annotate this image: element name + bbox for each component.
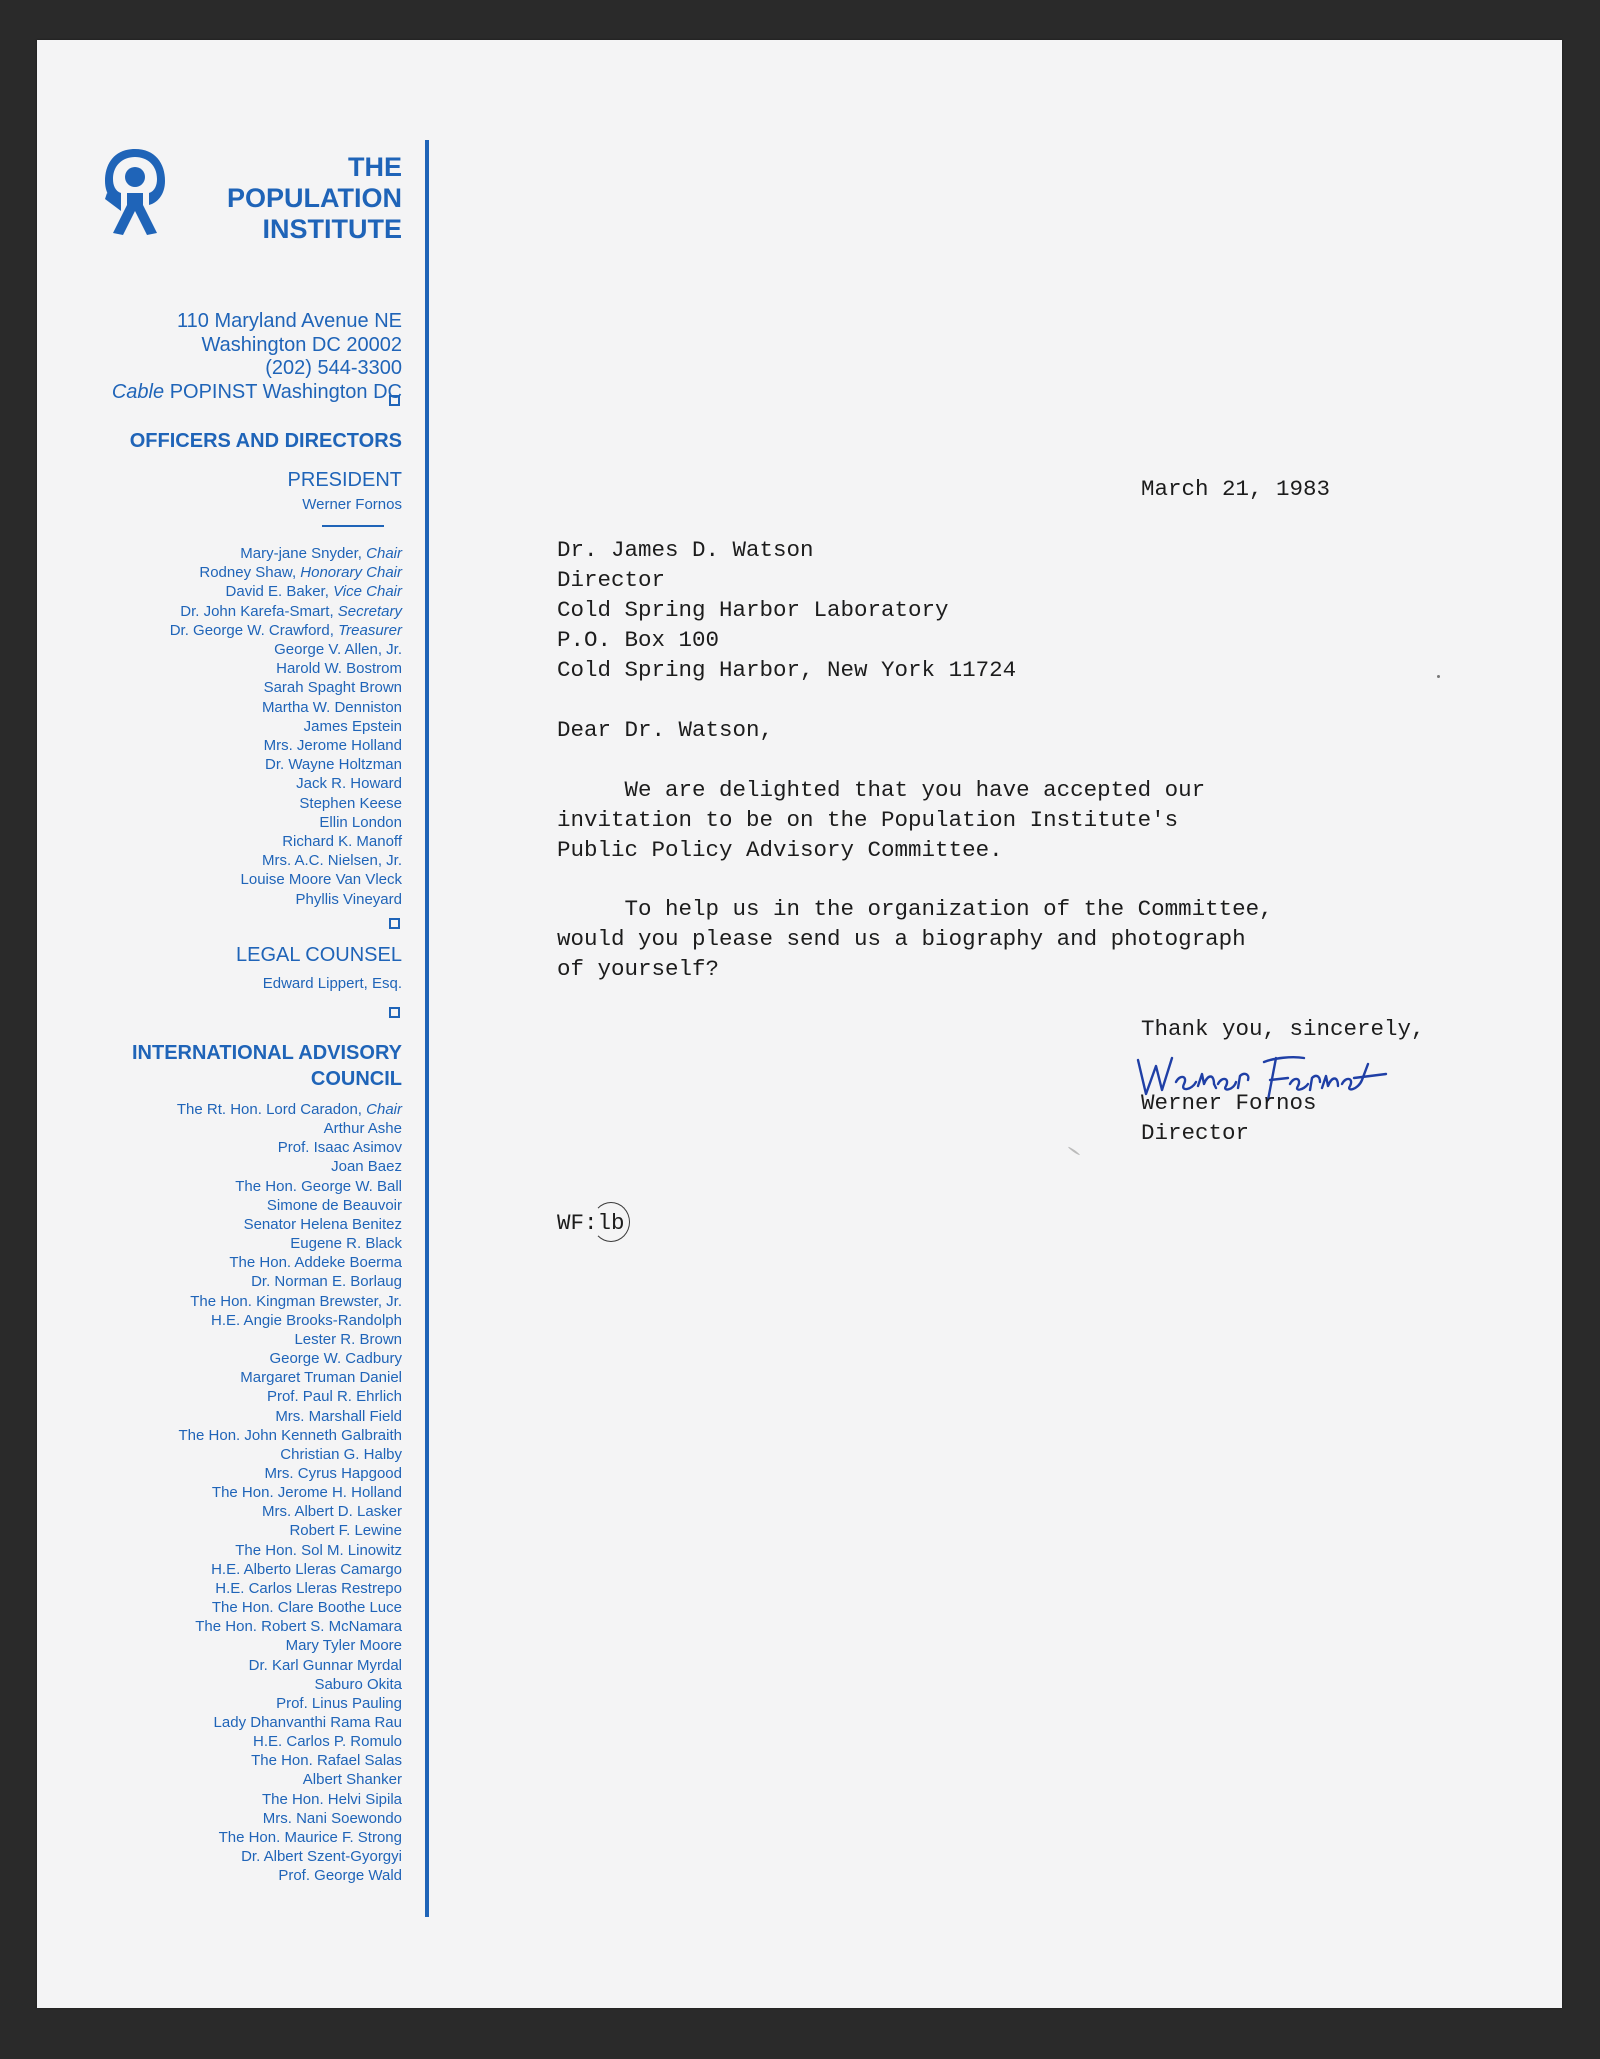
council-member-item-name: George W. Cadbury: [269, 1350, 402, 1368]
council-member-item-name: Dr. Albert Szent-Gyorgyi: [241, 1848, 402, 1866]
officer-item-role: Secretary: [337, 602, 402, 620]
council-member-item-name: Mrs. Nani Soewondo: [262, 1809, 402, 1827]
council-member-item-name: Lady Dhanvanthi Rama Rau: [213, 1714, 402, 1731]
officer-item-role: Vice Chair: [333, 583, 402, 601]
cable-label: Cable: [111, 380, 165, 403]
org-name-line: INSTITUTE: [262, 214, 402, 244]
address-line: 110 Maryland Avenue NE: [177, 310, 402, 332]
officer-item-name: Jack R. Howard: [296, 775, 402, 793]
council-member-item-name: The Rt. Hon. Lord Caradon,: [176, 1101, 367, 1118]
letter-page: [37, 40, 1562, 2008]
signer-title: Director: [1141, 1120, 1250, 1146]
council-member-item-name: Senator Helena Benitez: [243, 1215, 402, 1233]
signer-name: Werner Fornos: [1141, 1090, 1317, 1116]
president-label: PRESIDENT: [287, 469, 402, 491]
paragraph-line: of yourself?: [557, 956, 720, 982]
council-member-item-name: H.E. Alberto Lleras Camargo: [211, 1560, 402, 1578]
council-member-item-name: Dr. Karl Gunnar Myrdal: [248, 1656, 402, 1674]
paragraph-line: We are delighted that you have accepted our: [557, 777, 1206, 803]
council-member-item-name: The Hon. Clare Boothe Luce: [211, 1599, 402, 1617]
council-member-item-name: Lester R. Brown: [294, 1330, 402, 1348]
address-line: Washington DC 20002: [201, 333, 402, 356]
officer-item-name: Dr. George W. Crawford,: [169, 621, 339, 639]
council-member-item-name: Mrs. Marshall Field: [275, 1407, 402, 1425]
paper-speck: [1068, 1146, 1081, 1156]
officer-item-name: Louise Moore Van Vleck: [240, 871, 402, 889]
council-member-item-name: The Hon. Sol M. Linowitz: [235, 1541, 402, 1559]
officer-item-name: James Epstein: [303, 717, 402, 735]
officer-item-name: Martha W. Denniston: [261, 698, 402, 716]
council-member-item-name: The Hon. Helvi Sipila: [261, 1790, 402, 1808]
officer-item-name: Ellin London: [319, 813, 402, 831]
letter-body: [37, 40, 1562, 2008]
council-member-item-name: Prof. George Wald: [278, 1867, 402, 1885]
council-member-item-name: Arthur Ashe: [323, 1120, 402, 1138]
recipient-line: Director: [557, 567, 666, 593]
council-member-item-name: Mrs. Cyrus Hapgood: [264, 1464, 402, 1482]
council-heading-line: INTERNATIONAL ADVISORY: [131, 1042, 402, 1064]
org-name-line: POPULATION: [227, 183, 402, 213]
paper-speck: [1437, 675, 1440, 678]
officer-item-name: Richard K. Manoff: [282, 833, 402, 851]
recipient-line: Cold Spring Harbor Laboratory: [557, 597, 949, 623]
cable-value: POPINST Washington DC: [169, 380, 402, 403]
officer-item-name: Dr. John Karefa-Smart,: [180, 602, 338, 620]
letter-date: March 21, 1983: [1141, 476, 1331, 502]
council-member-item-name: Mary Tyler Moore: [285, 1637, 402, 1655]
salutation: Dear Dr. Watson,: [557, 717, 774, 743]
officer-item-role: Honorary Chair: [300, 564, 402, 582]
council-member-item-name: Robert F. Lewine: [289, 1522, 402, 1540]
phone-number: (202) 544-3300: [265, 357, 402, 379]
council-member-item-name: Simone de Beauvoir: [266, 1196, 402, 1214]
officer-item-name: Harold W. Bostrom: [276, 660, 402, 678]
legal-counsel-label: LEGAL COUNSEL: [236, 944, 402, 966]
council-member-item-name: Mrs. Albert D. Lasker: [261, 1503, 402, 1521]
council-member-item-name: Prof. Paul R. Ehrlich: [266, 1388, 402, 1406]
officer-item-name: Mrs. A.C. Nielsen, Jr.: [261, 852, 402, 870]
officer-item-name: George V. Allen, Jr.: [274, 641, 402, 659]
council-member-item-name: The Hon. Maurice F. Strong: [218, 1828, 402, 1846]
officer-item-name: Rodney Shaw,: [199, 564, 301, 582]
council-member-item-name: The Hon. Robert S. McNamara: [195, 1618, 402, 1636]
president-name: Werner Fornos: [302, 496, 402, 513]
legal-counsel-name: Edward Lippert, Esq.: [262, 975, 402, 992]
officer-item-name: Mrs. Jerome Holland: [263, 737, 402, 755]
council-member-item-name: H.E. Carlos P. Romulo: [253, 1733, 402, 1751]
closing: Thank you, sincerely,: [1141, 1016, 1425, 1042]
council-member-item-name: The Hon. Jerome H. Holland: [211, 1484, 402, 1502]
reference-initials: WF:lb: [557, 1210, 625, 1236]
officer-item-name: David E. Baker,: [225, 583, 334, 601]
officer-item-name: Mary-jane Snyder,: [240, 545, 367, 562]
council-member-item-name: Albert Shanker: [302, 1771, 402, 1789]
recipient-line: Cold Spring Harbor, New York 11724: [557, 657, 1017, 683]
officers-heading: OFFICERS AND DIRECTORS: [129, 430, 402, 452]
officer-item-name: Stephen Keese: [299, 794, 402, 812]
council-member-item-name: Margaret Truman Daniel: [240, 1369, 402, 1387]
council-member-item-name: The Hon. Kingman Brewster, Jr.: [190, 1292, 402, 1310]
officer-item-name: Dr. Wayne Holtzman: [265, 756, 402, 774]
handwritten-circle-mark: [592, 1202, 630, 1242]
officer-item-name: Sarah Spaght Brown: [263, 679, 402, 697]
council-member-item-name: H.E. Carlos Lleras Restrepo: [215, 1579, 402, 1597]
council-member-item-name: The Hon. George W. Ball: [235, 1177, 402, 1195]
council-member-item-name: Christian G. Halby: [280, 1445, 402, 1463]
council-heading-line: COUNCIL: [310, 1068, 402, 1090]
paragraph-line: would you please send us a biography and photograph: [557, 926, 1246, 952]
council-member-item-name: Eugene R. Black: [290, 1235, 402, 1253]
council-member-item-name: Saburo Okita: [314, 1675, 402, 1693]
paragraph-line: Public Policy Advisory Committee.: [557, 837, 1003, 863]
paragraph-line: invitation to be on the Population Institute's: [557, 807, 1179, 833]
officer-item-name: Phyllis Vineyard: [295, 890, 402, 908]
recipient-line: P.O. Box 100: [557, 627, 720, 653]
paragraph-line: To help us in the organization of the Committee,: [557, 896, 1273, 922]
council-member-item-name: H.E. Angie Brooks-Randolph: [211, 1311, 402, 1329]
council-member-item-name: The Hon. John Kenneth Galbraith: [178, 1426, 402, 1444]
council-member-item-name: The Hon. Rafael Salas: [251, 1752, 402, 1770]
council-member-item-role: Chair: [366, 1101, 402, 1118]
officer-item-role: Treasurer: [338, 621, 402, 639]
council-member-item-name: Prof. Isaac Asimov: [277, 1139, 402, 1157]
council-member-item-name: Dr. Norman E. Borlaug: [251, 1273, 402, 1291]
council-member-item-name: The Hon. Addeke Boerma: [229, 1254, 402, 1272]
council-member-item-name: Joan Baez: [331, 1158, 402, 1176]
council-member-item-name: Prof. Linus Pauling: [276, 1694, 402, 1712]
recipient-line: Dr. James D. Watson: [557, 537, 814, 563]
officer-item-role: Chair: [366, 545, 402, 562]
org-name-line: THE: [348, 152, 402, 182]
